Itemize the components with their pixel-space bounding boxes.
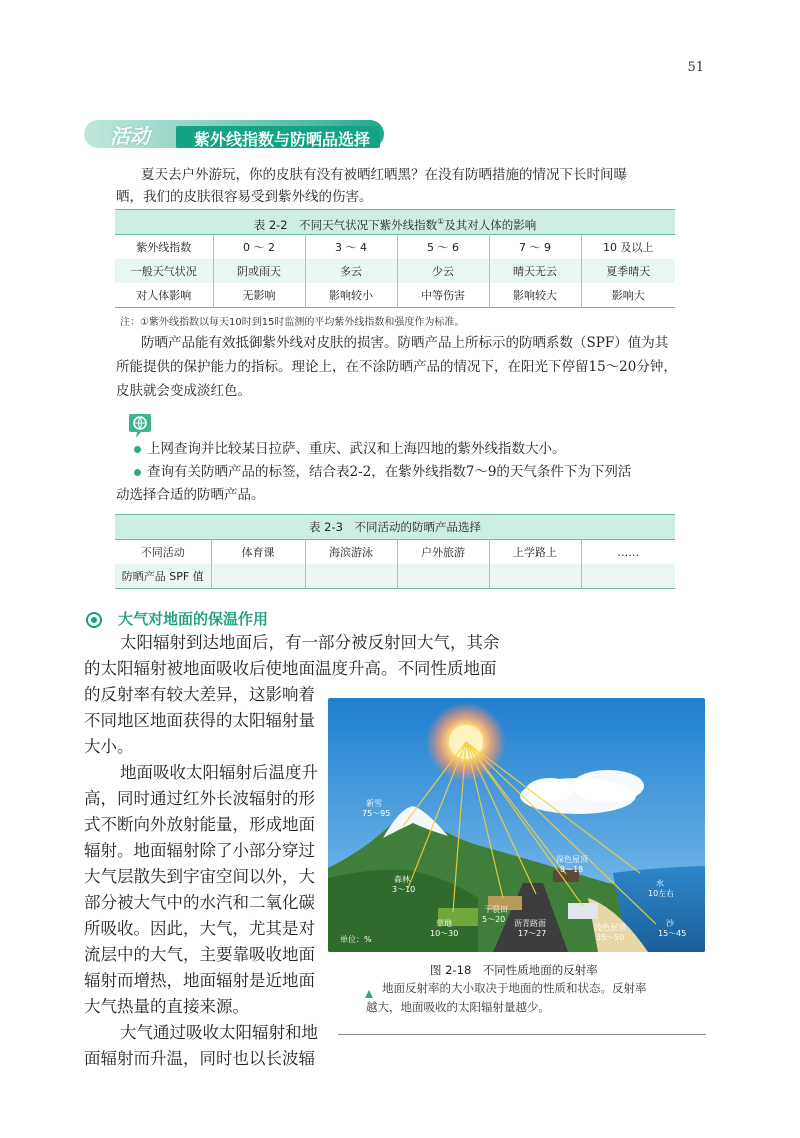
figure-note-line1: 地面反射率的大小取决于地面的性质和状态。反射率 <box>382 981 647 995</box>
table-row <box>115 540 675 565</box>
task-item-1-text: 上网查询并比较某日拉萨、重庆、武汉和上海四地的紫外线指数大小。 <box>147 441 566 457</box>
table-cell: 不同活动 <box>115 540 211 565</box>
table-cell <box>489 564 581 589</box>
body-line: 大气通过吸收太阳辐射和地 <box>120 1023 318 1042</box>
value-water: 10左右 <box>648 889 675 898</box>
page-number: 51 <box>687 60 704 75</box>
activity-label: 活动 <box>110 124 150 148</box>
uv-table-caption-suffix: 及其对人体的影响 <box>444 217 537 232</box>
table-cell: 7 ～ 9 <box>489 235 581 260</box>
label-light-roof: 浅色屋顶 <box>594 923 626 932</box>
body-line: 高，同时通过红外长波辐射的形 <box>84 789 315 808</box>
table-cell: 10 及以上 <box>603 241 654 254</box>
table-cell: 一般天气状况 <box>115 259 213 283</box>
table-cell: 户外旅游 <box>397 540 489 565</box>
bullet-icon <box>134 446 141 453</box>
bullet-icon <box>134 469 141 476</box>
value-forest: 3～10 <box>392 885 416 894</box>
value-snow: 75～95 <box>362 809 391 818</box>
table-cell: 阴或雨天 <box>213 259 305 283</box>
label-sand: 沙 <box>666 919 674 928</box>
body-line: 部分被大气中的水汽和二氧化碳 <box>84 893 315 912</box>
table-cell <box>581 564 675 589</box>
table-cell: 3 ～ 4 <box>305 235 397 260</box>
spf-paragraph-line3: 皮肤就会变成淡红色。 <box>116 383 251 399</box>
figure-caption: 图 2-18 不同性质地面的反射率 <box>430 963 598 977</box>
spf-paragraph-line2: 所能提供的保护能力的指标。理论上，在不涂防晒产品的情况下，在阳光下停留15～20分钟， <box>116 359 677 375</box>
label-asphalt: 沥青路面 <box>514 919 546 928</box>
table-cell: 中等伤害 <box>397 283 489 308</box>
uv-table-caption-prefix: 表 2-2 不同天气状况下紫外线指数 <box>253 217 438 232</box>
albedo-scene <box>328 698 705 952</box>
body-line: 大气热量的直接来源。 <box>84 997 249 1016</box>
label-dry-soil: 干裂田 <box>484 905 508 914</box>
label-grass: 草地 <box>436 919 452 928</box>
table-cell: …… <box>617 545 640 559</box>
table-cell: 多云 <box>305 259 397 283</box>
activity-banner <box>84 118 384 152</box>
section-bullet-icon <box>86 612 102 628</box>
spf-paragraph-line1: 防晒产品能有效抵御紫外线对皮肤的损害。防晒产品上所标示的防晒系数（SPF）值为其 <box>141 335 669 351</box>
uv-index-table <box>115 209 675 308</box>
table-cell: 无影响 <box>213 283 305 308</box>
body-line: 不同地区地面获得的太阳辐射量 <box>84 711 315 730</box>
activity-title: 紫外线指数与防晒品选择 <box>194 130 371 149</box>
uv-table-caption <box>115 209 675 234</box>
table-cell <box>305 564 397 589</box>
table-cell: 5 ～ 6 <box>397 235 489 260</box>
table-cell: 防晒产品 SPF 值 <box>115 564 211 589</box>
uv-table-grid <box>115 234 675 308</box>
table-cell <box>211 564 305 589</box>
triangle-note-icon <box>364 984 374 994</box>
sunscreen-table <box>115 514 675 589</box>
sunscreen-table-caption: 表 2-3 不同活动的防晒产品选择 <box>115 514 675 539</box>
body-line: 的反射率有较大差异，这影响着 <box>84 685 315 704</box>
table-cell: 少云 <box>397 259 489 283</box>
table-row <box>115 564 675 589</box>
value-grass: 10～30 <box>430 929 459 938</box>
figure-bottom-rule <box>338 1034 706 1035</box>
albedo-illustration <box>328 698 705 952</box>
table-cell: 0 ～ 2 <box>213 235 305 260</box>
body-line: 的太阳辐射被地面吸收后使地面温度升高。不同性质地面 <box>84 659 497 678</box>
body-line: 地面吸收太阳辐射后温度升 <box>120 763 318 782</box>
table-row <box>115 283 675 308</box>
table-cell: 对人体影响 <box>115 283 213 308</box>
uv-table-note: 注：①紫外线指数以每天10时到15时监测的平均紫外线指数和强度作为标准。 <box>120 317 465 328</box>
value-asphalt: 17～27 <box>518 929 547 938</box>
activity-intro-line1: 夏天去户外游玩，你的皮肤有没有被晒红晒黑？在没有防晒措施的情况下长时间曝 <box>141 167 627 183</box>
table-cell: 上学路上 <box>489 540 581 565</box>
table-cell: 影响大 <box>611 289 645 302</box>
figure-note-line2: 越大，地面吸收的太阳辐射量越少。 <box>366 1000 550 1014</box>
label-snow: 新雪 <box>366 799 382 808</box>
task-item-2-text: 查询有关防晒产品的标签，结合表2-2，在紫外线指数7～9的天气条件下为下列活 <box>147 464 632 480</box>
value-dark-roof: 8～18 <box>560 865 584 874</box>
body-line: 辐射而增热，地面辐射是近地面 <box>84 971 315 990</box>
body-line: 面辐射而升温，同时也以长波辐 <box>84 1049 315 1068</box>
body-line: 大小。 <box>84 737 134 756</box>
table-cell: 晴天无云 <box>489 259 581 283</box>
value-sand: 15～45 <box>658 929 687 938</box>
table-row <box>115 235 675 260</box>
value-light-roof: 35～50 <box>596 933 625 942</box>
body-line: 辐射。地面辐射除了小部分穿过 <box>84 841 315 860</box>
label-forest: 森林 <box>394 875 410 884</box>
label-dark-roof: 深色屋顶 <box>556 855 588 864</box>
label-water: 水 <box>656 879 664 888</box>
body-line: 大气层散失到宇宙空间以外，大 <box>84 867 315 886</box>
table-cell: 影响较大 <box>489 283 581 308</box>
table-cell: 海滨游泳 <box>305 540 397 565</box>
task-item-2-line2: 动选择合适的防晒产品。 <box>116 487 265 503</box>
table-row <box>115 259 675 283</box>
body-line: 式不断向外放射能量，形成地面 <box>84 815 315 834</box>
table-cell: 紫外线指数 <box>115 235 213 260</box>
table-cell: 夏季晴天 <box>606 265 651 278</box>
body-line: 所吸收。因此，大气，尤其是对 <box>84 919 315 938</box>
sunscreen-table-grid <box>115 539 675 589</box>
unit-label: 单位：% <box>340 935 372 944</box>
value-dry-soil: 5～20 <box>482 915 506 924</box>
activity-intro-line2: 晒，我们的皮肤很容易受到紫外线的伤害。 <box>116 189 373 205</box>
body-line: 流层中的大气，主要靠吸收地面 <box>84 945 315 964</box>
table-cell: 影响较小 <box>305 283 397 308</box>
table-cell: 体育课 <box>211 540 305 565</box>
table-cell <box>397 564 489 589</box>
uv-table-caption-footnote-mark: ① <box>437 217 445 226</box>
section-heading: 大气对地面的保温作用 <box>118 610 269 628</box>
body-line: 太阳辐射到达地面后，有一部分被反射回大气，其余 <box>120 633 500 652</box>
